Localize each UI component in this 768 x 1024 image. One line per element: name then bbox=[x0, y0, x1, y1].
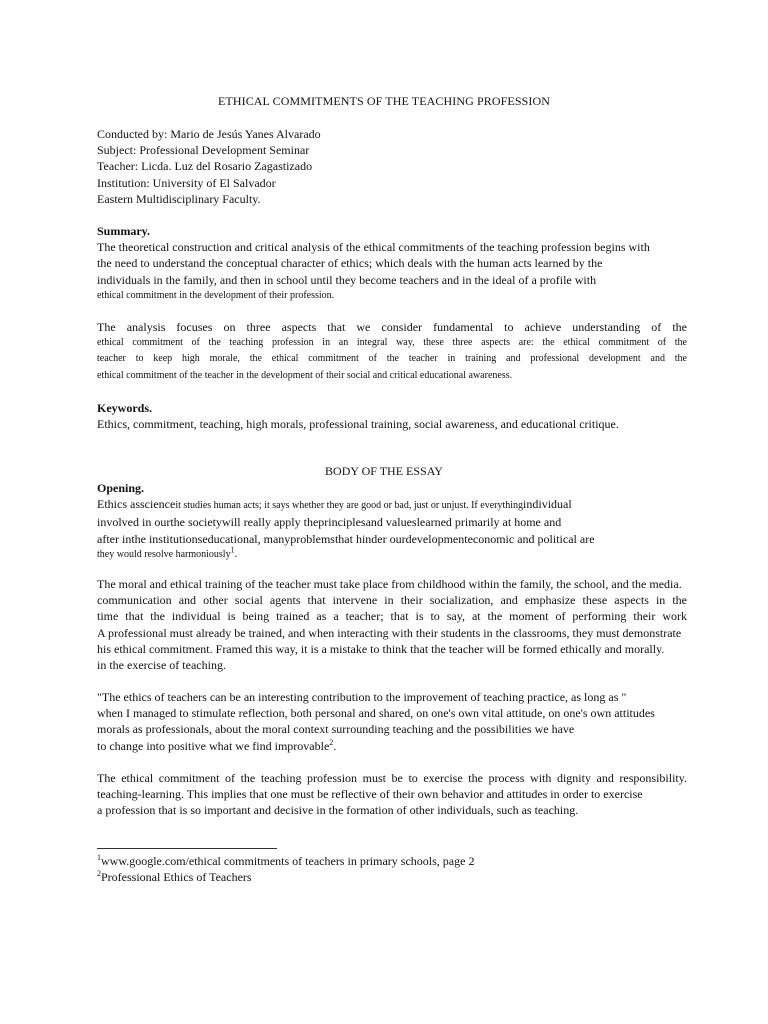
summary-heading: Summary. bbox=[97, 224, 151, 238]
paragraph-line: involved in ourthe societywill really apply theprinciplesand valueslearned primarily at home and bbox=[97, 515, 562, 530]
footnote-number: 1 bbox=[97, 853, 101, 862]
paragraph-line: the need to understand the conceptual character of ethics; which deals with the human acts learned by the bbox=[97, 256, 603, 271]
footnote-number: 2 bbox=[97, 869, 101, 878]
paragraph-line: "The ethics of teachers can be an interesting contribution to the improvement of teaching practice, as long as " bbox=[97, 690, 627, 704]
paragraph-line: communication and other social agents that intervene in their socialization, and emphasize these aspects in the bbox=[97, 593, 687, 608]
paragraph-line: individuals in the family, and then in school until they become teachers and in the ideal of a profile with bbox=[97, 272, 597, 287]
paragraph-line: when I managed to stimulate reflection, both personal and shared, on one's own vital attitude, on one's own attitudes bbox=[97, 706, 655, 721]
text-run: . bbox=[234, 548, 238, 560]
paragraph-line: time that the individual is being trained as a teacher; that is to say, at the moment of performing their work bbox=[97, 609, 687, 624]
keywords-section bbox=[97, 400, 687, 432]
paragraph-line: ethical commitment in the development of their profession. bbox=[97, 289, 335, 301]
subject-line: Subject: Professional Development Seminar bbox=[97, 143, 310, 158]
summary-paragraph-2 bbox=[97, 319, 687, 384]
paragraph-line: A professional must already be trained, and when interacting with their students in the classrooms, they must demonstrate bbox=[97, 625, 682, 640]
faculty-line: Eastern Multidisciplinary Faculty. bbox=[97, 191, 261, 206]
body-heading: BODY OF THE ESSAY bbox=[325, 464, 443, 478]
paragraph-line: a profession that is so important and decisive in the formation of other individuals, such as teaching. bbox=[97, 803, 579, 818]
paragraph-line: ethical commitment of the teaching profession in an integral way, these three aspects are: the ethical commitment of the bbox=[97, 337, 687, 349]
text-run: it studies human acts; it says whether they are good or bad, just or unjust. If everything bbox=[175, 500, 524, 512]
paragraph-line: teaching-learning. This implies that one must be reflective of their own behavior and attitudes in order to exercise bbox=[97, 787, 643, 802]
paragraph-line: after inthe institutionseducational, manyproblemsthat hinder ourdevelopmenteconomic and political are bbox=[97, 531, 595, 546]
paragraph-line bbox=[97, 496, 687, 514]
footnote-text: Professional Ethics of Teachers bbox=[101, 870, 252, 884]
text-run: individual bbox=[523, 497, 572, 512]
commitment-paragraph bbox=[97, 770, 687, 819]
footnote-text: www.google.com/ethical commitments of teachers in primary schools, page 2 bbox=[101, 854, 475, 868]
opening-section bbox=[97, 480, 687, 563]
paragraph-line bbox=[97, 547, 687, 563]
opening-heading: Opening. bbox=[97, 481, 145, 495]
paragraph-line: his ethical commitment. Framed this way, it is a mistake to think that the teacher will be formed ethically and morally. bbox=[97, 641, 665, 656]
keywords-text: Ethics, commitment, teaching, high morals, professional training, social awareness, and educational critique. bbox=[97, 417, 619, 432]
paragraph-line: in the exercise of teaching. bbox=[97, 658, 226, 673]
paragraph-line bbox=[97, 738, 687, 754]
footnote-item bbox=[97, 853, 474, 869]
document-title: ETHICAL COMMITMENTS OF THE TEACHING PROFESSION bbox=[217, 94, 551, 108]
footnote-divider bbox=[97, 848, 277, 849]
institution-line: Institution: University of El Salvador bbox=[97, 175, 276, 190]
paragraph-line: The moral and ethical training of the teacher must take place from childhood within the family, the school, and the media. bbox=[97, 577, 682, 591]
teacher-line: Teacher: Licda. Luz del Rosario Zagastizado bbox=[97, 159, 313, 174]
paragraph-line: ethical commitment of the teacher in the development of their social and critical educational awareness. bbox=[97, 369, 513, 381]
text-run: . bbox=[333, 738, 337, 753]
keywords-heading: Keywords. bbox=[97, 401, 152, 415]
paragraph-line: The theoretical construction and critical analysis of the ethical commitments of the teaching profession begins with bbox=[97, 240, 650, 255]
moral-training-paragraph bbox=[97, 576, 687, 673]
paragraph-line: morals as professionals, about the moral context surrounding teaching and the possibilities we have bbox=[97, 722, 575, 737]
author-info bbox=[97, 126, 687, 207]
footnote-ref: 2 bbox=[329, 737, 334, 747]
footnotes bbox=[97, 853, 474, 885]
text-run: they would resolve harmoniously bbox=[97, 548, 231, 560]
quote-paragraph bbox=[97, 689, 687, 754]
footnote-item bbox=[97, 869, 474, 885]
paragraph-line: The analysis focuses on three aspects that we consider fundamental to achieve understanding of the bbox=[97, 320, 687, 334]
text-run: to change into positive what we find improvable bbox=[97, 738, 330, 753]
summary-section bbox=[97, 223, 687, 304]
text-run: Ethics asscience bbox=[97, 497, 176, 512]
paragraph-line: The ethical commitment of the teaching profession must be to exercise the process with dignity and responsibility. bbox=[97, 771, 687, 785]
author-line: Conducted by: Mario de Jesús Yanes Alvarado bbox=[97, 127, 321, 141]
paragraph-line: teacher to keep high morale, the ethical commitment of the teacher in training and professional development and the bbox=[97, 353, 687, 365]
footnote-ref: 1 bbox=[230, 545, 235, 555]
